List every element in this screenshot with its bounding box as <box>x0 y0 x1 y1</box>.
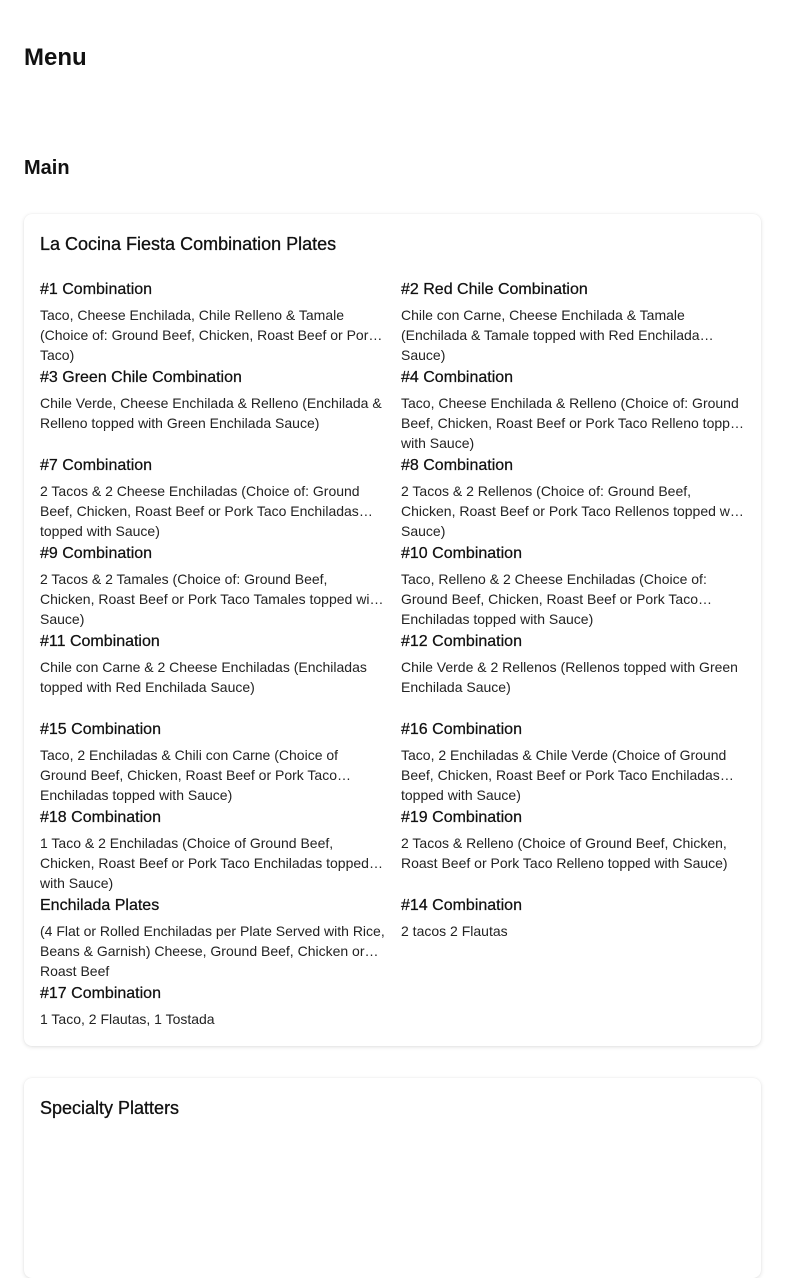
menu-item[interactable] <box>40 896 385 984</box>
menu-item[interactable] <box>40 456 385 544</box>
menu-item-name: #17 Combination <box>40 985 161 1002</box>
menu-item[interactable] <box>40 544 385 632</box>
page-title: Menu <box>24 44 87 71</box>
menu-item-name: Enchilada Plates <box>40 897 160 914</box>
menu-item-description: (4 Flat or Rolled Enchiladas per Plate Served with Rice, Beans & Garnish) Cheese, Ground Beef, Chicken or Roast Beef <box>40 923 385 979</box>
menu-item[interactable] <box>40 808 385 896</box>
menu-item-name: #15 Combination <box>40 721 161 738</box>
category-title: La Cocina Fiesta Combination Plates <box>40 234 337 254</box>
menu-item[interactable] <box>401 896 746 984</box>
section-title-main: Main <box>24 157 70 179</box>
menu-item[interactable] <box>401 280 746 368</box>
menu-item[interactable] <box>40 720 385 808</box>
menu-item-description: Chile con Carne, Cheese Enchilada & Tamale (Enchilada & Tamale topped with Red Enchilada Sauce) <box>401 307 700 363</box>
menu-item[interactable] <box>40 368 385 456</box>
menu-item[interactable] <box>401 544 746 632</box>
menu-item[interactable] <box>401 720 746 808</box>
menu-item-description: Chile con Carne & 2 Cheese Enchiladas (Enchiladas topped with Red Enchilada Sauce) <box>40 659 367 695</box>
menu-item-name: #14 Combination <box>401 897 522 914</box>
menu-item-description: 2 Tacos & Relleno (Choice of Ground Beef, Chicken, Roast Beef or Pork Taco Relleno topped with Sauce) <box>401 835 728 871</box>
menu-item-name: #12 Combination <box>401 633 522 650</box>
menu-item[interactable] <box>40 984 385 1072</box>
category-title: Specialty Platters <box>40 1098 180 1118</box>
menu-item-description: Taco, 2 Enchiladas & Chili con Carne (Choice of Ground Beef, Chicken, Roast Beef or Pork Taco Enchiladas topped with Sauce) <box>40 747 339 803</box>
menu-item[interactable] <box>401 368 746 456</box>
menu-item-name: #18 Combination <box>40 809 161 826</box>
menu-item-description: Taco, Relleno & 2 Cheese Enchiladas (Choice of: Ground Beef, Chicken, Roast Beef or Pork Taco Enchiladas topped with Sauce) <box>401 571 707 627</box>
menu-item[interactable] <box>40 632 385 720</box>
menu-item-name: #16 Combination <box>401 721 522 738</box>
menu-item-name: #10 Combination <box>401 545 522 562</box>
menu-item-description: 2 tacos 2 Flautas <box>401 923 508 939</box>
menu-item[interactable] <box>401 632 746 720</box>
menu-item-name: #8 Combination <box>401 457 514 474</box>
menu-item-description: 2 Tacos & 2 Rellenos (Choice of: Ground Beef, Chicken, Roast Beef or Pork Taco Rellenos topped with Sauce) <box>401 483 745 539</box>
category-card-specialty-platters <box>24 1078 761 1278</box>
menu-item-name: #1 Combination <box>40 281 153 298</box>
menu-item-name: #7 Combination <box>40 457 153 474</box>
menu-item[interactable] <box>40 280 385 368</box>
menu-item-description: Chile Verde & 2 Rellenos (Rellenos topped with Green Enchilada Sauce) <box>401 659 738 695</box>
menu-item-description: 2 Tacos & 2 Cheese Enchiladas (Choice of: Ground Beef, Chicken, Roast Beef or Pork Taco Enchiladas topped with Sauce) <box>40 483 360 539</box>
menu-item-name: #4 Combination <box>401 369 514 386</box>
menu-item-description: 1 Taco & 2 Enchiladas (Choice of Ground Beef, Chicken, Roast Beef or Pork Taco Enchiladas topped with Sauce) <box>40 835 369 891</box>
category-card-combination-plates <box>24 214 761 1046</box>
menu-item-name: #2 Red Chile Combination <box>401 281 588 298</box>
menu-item-description: 1 Taco, 2 Flautas, 1 Tostada <box>40 1011 215 1027</box>
menu-item-description: Taco, 2 Enchiladas & Chile Verde (Choice of Ground Beef, Chicken, Roast Beef or Pork Taco Enchiladas topped with Sauce) <box>401 747 727 803</box>
menu-item-description: 2 Tacos & 2 Tamales (Choice of: Ground Beef, Chicken, Roast Beef or Pork Taco Tamales topped with Sauce) <box>40 571 382 627</box>
menu-item-description: Chile Verde, Cheese Enchilada & Relleno (Enchilada & Relleno topped with Green Enchilada Sauce) <box>40 395 382 431</box>
menu-item-name: #9 Combination <box>40 545 153 562</box>
menu-item-description: Taco, Cheese Enchilada, Chile Relleno & Tamale (Choice of: Ground Beef, Chicken, Roast Beef or Pork Taco) <box>40 307 376 363</box>
menu-item-description: Taco, Cheese Enchilada & Relleno (Choice of: Ground Beef, Chicken, Roast Beef or Pork Taco Relleno topped with Sauce) <box>401 395 746 451</box>
menu-item-name: #3 Green Chile Combination <box>40 369 242 386</box>
menu-item-name: #11 Combination <box>40 633 160 650</box>
menu-item[interactable] <box>401 456 746 544</box>
menu-item-name: #19 Combination <box>401 809 522 826</box>
menu-item[interactable] <box>401 808 746 896</box>
menu-item-grid <box>40 280 745 1072</box>
